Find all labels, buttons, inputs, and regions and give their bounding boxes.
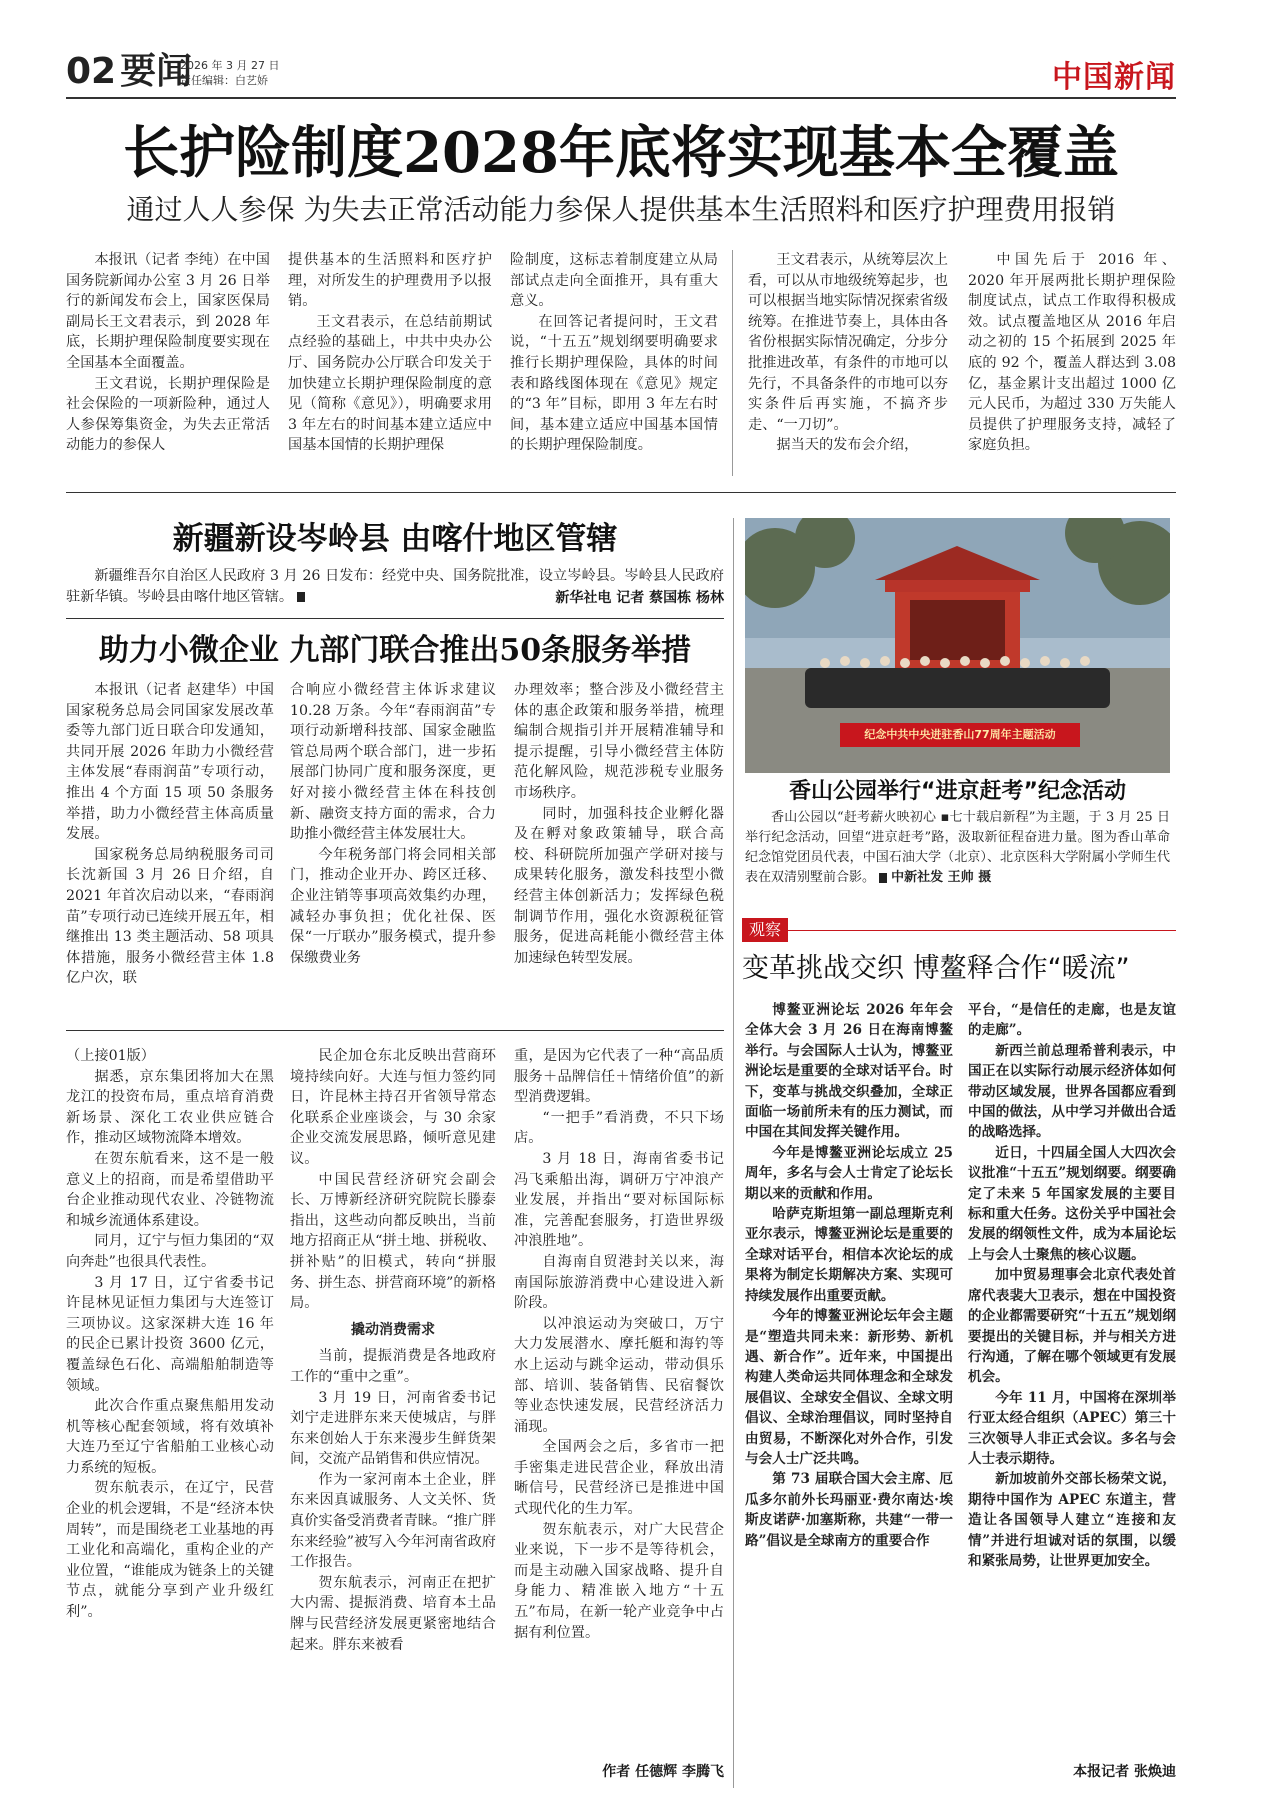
paragraph: 中国先后于 2016 年、2020 年开展两批长期护理保险制度试点，试点工作取得积极成效。试点覆盖地区从 2016 年启动之初的 15 个拓展到 2025 年底的 92 个，覆盖人群达到 3.08 亿，基金累计支出超过 1000 亿元人民币，为超过 330 万失能人员提供了护理服务支持，减轻了家庭负担。 bbox=[968, 252, 1176, 454]
xinjiang-text: 新疆维吾尔自治区人民政府 3 月 26 日发布：经党中央、国务院批准，设立岑岭县。岑岭县人民政府驻新华镇。岑岭县由喀什地区管辖。 bbox=[66, 568, 724, 605]
paragraph: 王文君说，长期护理保险是社会保险的一项新险种，通过人人参保筹集资金，为失去正常活动能力的参保人 bbox=[66, 375, 270, 454]
section-rule bbox=[66, 492, 1176, 493]
tag-rule bbox=[788, 930, 1176, 931]
bottom-col-3 bbox=[514, 1046, 724, 1758]
paragraph: 博鳌亚洲论坛 2026 年年会全体大会 3 月 26 日在海南博鳌举行。与会国际人士认为，博鳌亚洲论坛是重要的全球对话平台。时下，变革与挑战交织叠加，全球正面临一场前所未有的压力测试，而中国在其间发挥关键作用。 bbox=[745, 1002, 953, 1141]
paragraph: 险制度，这标志着制度建立从局部试点走向全面推开，具有重大意义。 bbox=[510, 252, 718, 310]
paragraph: 今年是博鳌亚洲论坛成立 25 周年，多名与会人士肯定了论坛长期以来的贡献和作用。 bbox=[745, 1144, 953, 1202]
photo-caption bbox=[745, 808, 1170, 888]
lead-col-3 bbox=[510, 250, 718, 476]
photo-title: 香山公园举行“进京赶考”纪念活动 bbox=[789, 779, 1126, 804]
observe-byline: 本报记者 张焕迪 bbox=[1073, 1764, 1176, 1780]
photo-byline: 中新社发 王帅 摄 bbox=[891, 870, 992, 885]
subhead: 撬动消费需求 bbox=[351, 1321, 435, 1338]
paragraph: 3 月 17 日，辽宁省委书记许昆林见证恒力集团与大连签订三项协议。这家深耕大连 16 年的民企已累计投资 3600 亿元，覆盖绿色石化、高端船舶制造等领域。 bbox=[66, 1274, 274, 1394]
paragraph: 作为一家河南本土企业，胖东来因真诚服务、人文关怀、货真价实备受消费者青睐。“推广胖东来经验”被写入今年河南省政府工作报告。 bbox=[290, 1471, 496, 1571]
editor-credit: 责任编辑：白艺娇 bbox=[180, 74, 268, 87]
paragraph: 办理效率；整合涉及小微经营主体的惠企政策和服务举措，梳理编制合规指引并开展精准辅导和提示提醒，引导小微经营主体防范化解风险，规范涉税专业服务市场秩序。 bbox=[514, 682, 724, 801]
paragraph: 自海南自贸港封关以来，海南国际旅游消费中心建设进入新阶段。 bbox=[514, 1253, 724, 1312]
xinjiang-byline: 新华社电 记者 蔡国栋 杨林 bbox=[555, 590, 724, 606]
paragraph: 第 73 届联合国大会主席、厄瓜多尔前外长玛丽亚·费尔南达·埃斯皮诺萨·加塞斯称，共建“一带一路”倡议是全球南方的重要合作 bbox=[745, 1471, 953, 1549]
observe-headline: 变革挑战交织 博鳌释合作“暖流” bbox=[742, 953, 1130, 984]
paragraph: 3 月 18 日，海南省委书记冯飞乘船出海，调研万宁冲浪产业发展，并指出“要对标国际标准，完善配套服务，打造世界级冲浪胜地”。 bbox=[514, 1150, 724, 1250]
paragraph: 近日，十四届全国人大四次会议批准“十五五”规划纲要。纲要确定了未来 5 年国家发展的主要目标和重大任务。这份关乎中国社会发展的纲领性文件，成为本届论坛上与会人士聚焦的核心议题。 bbox=[968, 1144, 1176, 1263]
paragraph: 在贺东航看来，这不是一般意义上的招商，而是希望借助平台企业推动现代农业、冷链物流和城乡流通体系建设。 bbox=[66, 1150, 274, 1229]
caption-text: 香山公园以“赶考薪火映初心 ▪七十载启新程”为主题，于 3 月 25 日举行纪念活动，回望“进京赶考”路，汲取新征程奋进力量。图为香山革命纪念馆党团员代表，中国石油大学（北京）、北京医科大学附属小学师生代表在双清别墅前合影。 bbox=[745, 810, 1170, 885]
issue-date: 2026 年 3 月 27 日 bbox=[180, 59, 280, 72]
lead-col-1 bbox=[66, 250, 270, 476]
paragraph: 3 月 19 日，河南省委书记刘宁走进胖东来天使城店，与胖东来创始人于东来漫步生鲜货架间，交流产品销售和供应情况。 bbox=[290, 1389, 496, 1468]
observe-col-1 bbox=[745, 1000, 953, 1778]
observe-col-2 bbox=[968, 1000, 1176, 1760]
paragraph: 在回答记者提问时，王文君说，“十五五”规划纲要明确要求推行长期护理保险，具体的时间表和路线图体现在《意见》规定的“3 年”目标，即用 3 年左右时间，基本建立适应中国基本国情的长期护理保险制度。 bbox=[510, 313, 718, 454]
end-mark-icon bbox=[879, 873, 887, 883]
paragraph: 新加坡前外交部长杨荣文说，期待中国作为 APEC 东道主，营造让各国领导人建立“连接和友情”并进行坦诚对话的氛围，以缓和紧张局势，让世界更加安全。 bbox=[968, 1471, 1176, 1569]
paragraph: 平台，“是信任的走廊，也是友谊的走廊”。 bbox=[968, 1002, 1176, 1039]
paragraph: 以冲浪运动为突破口，万宁大力发展潜水、摩托艇和海钓等水上运动与跳伞运动，带动俱乐部、培训、装备销售、民宿餐饮等业态快速发展，民营经济活力涌现。 bbox=[514, 1315, 724, 1435]
paragraph: 据悉，京东集团将加大在黑龙江的投资布局，重点培育消费新场景、深化工农业供应链合作，推动区域物流降本增效。 bbox=[66, 1068, 274, 1147]
paragraph: 新西兰前总理希普利表示，中国正在以实际行动展示经济体如何带动区域发展，世界各国都应看到中国的做法，从中学习并做出合适的战略选择。 bbox=[968, 1042, 1176, 1141]
photo-banner: 纪念中共中央进驻香山77周年主题活动 bbox=[864, 728, 1056, 741]
lead-headline: 长护险制度2028年底将实现基本全覆盖 bbox=[123, 120, 1119, 186]
lead-col-2 bbox=[288, 250, 492, 476]
continued-note: （上接01版） bbox=[66, 1048, 155, 1064]
paragraph: “一把手”看消费，不只下场店。 bbox=[514, 1109, 724, 1147]
date-editor bbox=[180, 58, 279, 88]
page-number: 02 bbox=[66, 51, 117, 92]
lead-deck: 通过人人参保 为失去正常活动能力参保人提供基本生活照料和医疗护理费用报销 bbox=[126, 193, 1116, 226]
paragraph: 贺东航表示，对广大民营企业来说，下一步不是等待机会，而是主动融入国家战略、提升自身能力、精准嵌入地方“十五五”布局，在新一轮产业竞争中占据有利位置。 bbox=[514, 1521, 724, 1641]
column-divider bbox=[732, 250, 733, 476]
paragraph: 同月，辽宁与恒力集团的“双向奔赴”也很具代表性。 bbox=[66, 1233, 274, 1270]
column-divider bbox=[733, 518, 734, 1788]
end-mark-icon bbox=[297, 592, 305, 602]
paragraph: 重，是因为它代表了一种“高品质服务＋品牌信任＋情绪价值”的新型消费逻辑。 bbox=[514, 1048, 724, 1106]
bottom-byline: 作者 任德辉 李腾飞 bbox=[602, 1764, 724, 1780]
paragraph: 今年税务部门将会同相关部门，推动企业开办、跨区迁移、企业注销等事项高效集约办理，减轻办事负担；优化社保、医保“一厅联办”服务模式，提升参保缴费业务 bbox=[290, 846, 496, 966]
page-section bbox=[66, 52, 192, 92]
news-photo bbox=[745, 518, 1170, 773]
paragraph: 全国两会之后，多省市一把手密集走进民营企业，释放出清晰信号，民营经济已是推进中国式现代化的生力军。 bbox=[514, 1439, 724, 1518]
newspaper-logo: 中国新闻 bbox=[1052, 60, 1176, 95]
paragraph: 当前，提振消费是各地政府工作的“重中之重”。 bbox=[290, 1348, 496, 1385]
bottom-col-1 bbox=[66, 1046, 274, 1786]
smallbiz-col-1 bbox=[66, 680, 274, 1008]
paragraph: 今年的博鳌亚洲论坛年会主题是“塑造共同未来：新形势、新机遇、新合作”。近年来，中国提出构建人类命运共同体理念和全球发展倡议、全球安全倡议、全球文明倡议、全球治理倡议，同时坚持自由贸易，不断深化对外合作，引发与会人士广泛共鸣。 bbox=[745, 1308, 953, 1467]
smallbiz-col-3 bbox=[514, 680, 724, 1008]
bottom-col-2 bbox=[290, 1046, 496, 1786]
paragraph: 加中贸易理事会北京代表处首席代表裴大卫表示，想在中国投资的企业都需要研究“十五五”规划纲要提出的关键目标，并与相关方进行沟通，了解在哪个领域更有发展机会。 bbox=[968, 1267, 1176, 1386]
paragraph: 本报讯（记者 赵建华）中国国家税务总局会同国家发展改革委等九部门近日联合印发通知，共同开展 2026 年助力小微经营主体发展“春雨润苗”专项行动，推出 4 个方面 15 项 50 条服务举措，助力小微经营主体高质量发展。 bbox=[66, 682, 274, 843]
masthead-rule bbox=[66, 97, 1176, 99]
section-name: 要闻 bbox=[120, 51, 193, 92]
paragraph: 此次合作重点聚焦船用发动机等核心配套领域，将有效填补大连乃至辽宁省船舶工业核心动力系统的短板。 bbox=[66, 1398, 274, 1476]
xinjiang-headline: 新疆新设岑岭县 由喀什地区管辖 bbox=[172, 521, 618, 557]
paragraph: 中国民营经济研究会副会长、万博新经济研究院院长滕泰指出，这些动向都反映出，当前地方招商正从“拼土地、拼税收、拼补贴”的旧模式，转向“拼服务、拼生态、拼营商环境”的新格局。 bbox=[290, 1171, 496, 1312]
paragraph: 王文君表示，从统筹层次上看，可以从市地级统筹起步，也可以根据当地实际情况探索省级统筹。在推进节奏上，具体由各省份根据实际情况确定，分步分批推进改革，有条件的市地可以先行，不具备条件的市地可以夯实条件后再实施，不搞齐步走、“一刀切”。 bbox=[748, 252, 948, 433]
masthead bbox=[66, 52, 1176, 96]
paragraph: 合响应小微经营主体诉求建议 10.28 万条。今年“春雨润苗”专项行动新增科技部、国家金融监管总局两个联合部门，进一步拓展部门协同广度和服务深度，更好对接小微经营主体在科技创新、融资支持方面的需求，合力助推小微经营主体发展壮大。 bbox=[290, 682, 496, 843]
paragraph: 提供基本的生活照料和医疗护理，对所发生的护理费用予以报销。 bbox=[288, 252, 492, 310]
paragraph: 同时，加强科技企业孵化器及在孵对象政策辅导，联合高校、科研院所加强产学研对接与成果转化服务，激发科技型小微经营主体创新活力；发挥绿色税制调节作用，强化水资源税征管服务，促进高耗能小微经营主体加速绿色转型发展。 bbox=[514, 805, 724, 966]
paragraph: 王文君表示，在总结前期试点经验的基础上，中共中央办公厅、国务院办公厅联合印发关于加快建立长期护理保险制度的意见（简称《意见》），明确要求用 3 年左右的时间基本建立适应中国基本国情的长期护理保 bbox=[288, 313, 492, 454]
paragraph: 民企加仓东北反映出营商环境持续向好。大连与恒力签约同日，许昆林主持召开省领导常态化联系企业座谈会，与 30 余家企业交流发展思路，倾听意见建议。 bbox=[290, 1048, 496, 1167]
lead-col-4 bbox=[748, 250, 948, 476]
paragraph bbox=[745, 808, 1170, 888]
paragraph: 哈萨克斯坦第一副总理斯克利亚尔表示，博鳌亚洲论坛是重要的全球对话平台，相信本次论坛的成果将为制定长期解决方案、实现可持续发展作出重要贡献。 bbox=[745, 1206, 953, 1304]
paragraph: 本报讯（记者 李纯）在中国国务院新闻办公室 3 月 26 日举行的新闻发布会上，国家医保局副局长王文君表示，到 2028 年底，长期护理保险制度要实现在全国基本全面覆盖。 bbox=[66, 252, 270, 371]
paragraph: 今年 11 月，中国将在深圳举行亚太经合组织（APEC）第三十三次领导人非正式会议。多名与会人士表示期待。 bbox=[968, 1389, 1176, 1467]
section-rule bbox=[66, 618, 724, 619]
paragraph: 贺东航表示，河南正在把扩大内需、提振消费、培育本土品牌与民营经济发展更紧密地结合起来。胖东来被看 bbox=[290, 1574, 496, 1653]
section-rule bbox=[66, 1030, 724, 1031]
paragraph: 贺东航表示，在辽宁，民营企业的机会逻辑，不是“经济本快周转”，而是围绕老工业基地的再工业化和高端化，重构企业的产业位置，“谁能成为链条上的关键节点，就能分享到产业升级红利”。 bbox=[66, 1480, 274, 1621]
paragraph: 据当天的发布会介绍， bbox=[776, 437, 919, 454]
smallbiz-headline: 助力小微企业 九部门联合推出50条服务举措 bbox=[98, 633, 692, 668]
section-tag: 观察 bbox=[742, 918, 788, 942]
paragraph: 国家税务总局纳税服务司司长沈新国 3 月 26 日介绍，自 2021 年首次启动以来，“春雨润苗”专项行动已连续开展五年，相继推出 13 类主题活动、58 项具体措施，服务小微经营主体 1.8 亿户次，联 bbox=[66, 846, 274, 987]
lead-col-5 bbox=[968, 250, 1176, 476]
smallbiz-col-2 bbox=[290, 680, 496, 1008]
